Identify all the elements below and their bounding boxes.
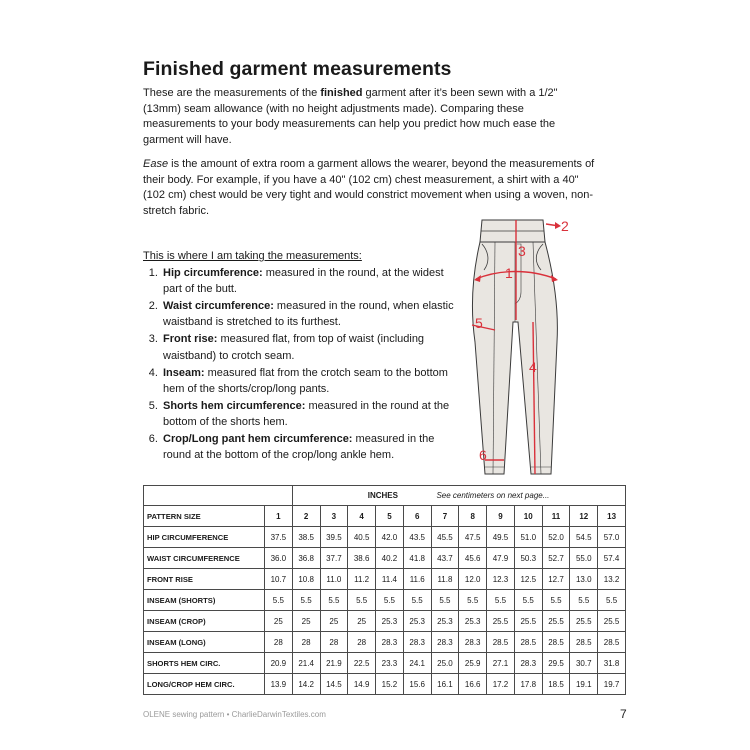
table-cell: 52.7 xyxy=(542,548,570,569)
table-cell: 5.5 xyxy=(459,590,487,611)
size-cell: 11 xyxy=(542,506,570,527)
list-item xyxy=(161,365,461,397)
table-cell: 13.2 xyxy=(598,569,626,590)
row-label: PATTERN SIZE xyxy=(144,506,265,527)
size-cell: 4 xyxy=(348,506,376,527)
list-item xyxy=(161,298,461,330)
table-cell: 11.2 xyxy=(348,569,376,590)
table-cell: 38.5 xyxy=(292,527,320,548)
measurement-name: Inseam: xyxy=(163,366,205,379)
table-cell: 28.5 xyxy=(487,632,515,653)
table-cell: 16.6 xyxy=(459,674,487,695)
table-cell: 15.2 xyxy=(376,674,404,695)
table-cell: 17.8 xyxy=(514,674,542,695)
row-label: WAIST CIRCUMFERENCE xyxy=(144,548,265,569)
table-cell: 5.5 xyxy=(348,590,376,611)
table-cell: 43.5 xyxy=(403,527,431,548)
table-header-blank xyxy=(144,486,293,506)
label-1: 1 xyxy=(505,265,513,281)
size-cell: 8 xyxy=(459,506,487,527)
table-cell: 5.5 xyxy=(292,590,320,611)
table-cell: 13.9 xyxy=(264,674,292,695)
ease-definition: is the amount of extra room a garment allows the wearer, beyond the measurements of their body. For example, if you have a 40" (102 cm) chest measurement, a shirt with a 40" (102 cm) chest would be very tight and would constrict movement when using a woven, non-stretch fabric. xyxy=(143,158,595,217)
row-label: HIP CIRCUMFERENCE xyxy=(144,527,265,548)
table-cell: 5.5 xyxy=(487,590,515,611)
table-row xyxy=(144,674,626,695)
table-cell: 49.5 xyxy=(487,527,515,548)
table-cell: 43.7 xyxy=(431,548,459,569)
table-cell: 28 xyxy=(264,632,292,653)
table-cell: 24.1 xyxy=(403,653,431,674)
size-cell: 5 xyxy=(376,506,404,527)
row-label: SHORTS HEM CIRC. xyxy=(144,653,265,674)
table-cell: 5.5 xyxy=(431,590,459,611)
table-cell: 36.8 xyxy=(292,548,320,569)
table-cell: 10.7 xyxy=(264,569,292,590)
table-cell: 47.5 xyxy=(459,527,487,548)
row-label: INSEAM (LONG) xyxy=(144,632,265,653)
size-cell: 1 xyxy=(264,506,292,527)
table-cell: 55.0 xyxy=(570,548,598,569)
table-cell: 52.0 xyxy=(542,527,570,548)
table-cell: 29.5 xyxy=(542,653,570,674)
measurement-intro: This is where I am taking the measurements: xyxy=(143,250,362,262)
intro-bold-word: finished xyxy=(320,87,363,99)
table-cell: 5.5 xyxy=(542,590,570,611)
table-cell: 28.5 xyxy=(514,632,542,653)
table-cell: 28.3 xyxy=(459,632,487,653)
table-cell: 25 xyxy=(292,611,320,632)
table-cell: 11.0 xyxy=(320,569,348,590)
table-cell: 28.5 xyxy=(570,632,598,653)
pants-diagram xyxy=(455,212,585,482)
label-2: 2 xyxy=(561,218,569,234)
table-row xyxy=(144,611,626,632)
table-cell: 16.1 xyxy=(431,674,459,695)
table-cell: 25 xyxy=(320,611,348,632)
size-cell: 12 xyxy=(570,506,598,527)
table-cell: 51.0 xyxy=(514,527,542,548)
table-cell: 25.5 xyxy=(542,611,570,632)
table-row xyxy=(144,527,626,548)
list-item xyxy=(161,331,461,363)
table-cell: 12.0 xyxy=(459,569,487,590)
measurement-table xyxy=(143,485,626,695)
measurement-name: Hip circumference: xyxy=(163,267,263,279)
list-item xyxy=(161,431,461,463)
row-label: FRONT RISE xyxy=(144,569,265,590)
table-cell: 40.5 xyxy=(348,527,376,548)
table-cell: 5.5 xyxy=(264,590,292,611)
table-cell: 42.0 xyxy=(376,527,404,548)
size-cell: 2 xyxy=(292,506,320,527)
intro-text-end: garment after it’s been sewn with a 1/2" (13mm) seam allowance (with no height adjustments made). Comparing these measurements to your body measurements can help you predict how much ease the garment will have. xyxy=(143,87,558,146)
intro-text-start: These are the measurements of the xyxy=(143,87,321,99)
table-cell: 12.5 xyxy=(514,569,542,590)
table-cell: 28 xyxy=(292,632,320,653)
row-label: LONG/CROP HEM CIRC. xyxy=(144,674,265,695)
table-cell: 25.5 xyxy=(514,611,542,632)
table-cell: 31.8 xyxy=(598,653,626,674)
table-cell: 25.3 xyxy=(376,611,404,632)
table-cell: 5.5 xyxy=(570,590,598,611)
label-5: 5 xyxy=(475,315,483,331)
table-cell: 45.6 xyxy=(459,548,487,569)
table-cell: 21.9 xyxy=(320,653,348,674)
table-cell: 25.0 xyxy=(431,653,459,674)
table-cell: 12.7 xyxy=(542,569,570,590)
measurement-desc: measured flat from the crotch seam to the bottom hem of the shorts/crop/long pants. xyxy=(163,366,448,395)
table-cell: 28.3 xyxy=(376,632,404,653)
table-cell: 17.2 xyxy=(487,674,515,695)
table-cell: 36.0 xyxy=(264,548,292,569)
measurement-desc: measured in the round, when elastic waistband is stretched to its furthest. xyxy=(163,300,454,329)
table-row xyxy=(144,653,626,674)
table-cell: 39.5 xyxy=(320,527,348,548)
table-cell: 23.3 xyxy=(376,653,404,674)
table-cell: 14.9 xyxy=(348,674,376,695)
measurement-name: Shorts hem circumference: xyxy=(163,399,306,412)
table-cell: 21.4 xyxy=(292,653,320,674)
size-cell: 13 xyxy=(598,506,626,527)
table-cell: 25.3 xyxy=(459,611,487,632)
table-cell: 47.9 xyxy=(487,548,515,569)
table-cell: 10.8 xyxy=(292,569,320,590)
table-cell: 12.3 xyxy=(487,569,515,590)
table-cell: 14.5 xyxy=(320,674,348,695)
table-cell: 22.5 xyxy=(348,653,376,674)
table-cell: 57.4 xyxy=(598,548,626,569)
table-cell: 28.5 xyxy=(542,632,570,653)
table-cell: 57.0 xyxy=(598,527,626,548)
label-4: 4 xyxy=(529,359,537,375)
page-title: Finished garment measurements xyxy=(143,58,452,80)
table-cell: 30.7 xyxy=(570,653,598,674)
ease-term: Ease xyxy=(143,158,169,170)
size-cell: 10 xyxy=(514,506,542,527)
measurement-desc: measured in the round at the bottom of the shorts hem. xyxy=(163,399,450,429)
measurement-desc: measured flat, from top of waist (including waistband) to crotch seam. xyxy=(163,333,425,362)
table-cell: 25.3 xyxy=(431,611,459,632)
table-title-cell xyxy=(292,486,625,506)
row-label: INSEAM (SHORTS) xyxy=(144,590,265,611)
list-item xyxy=(161,398,461,430)
table-cell: 5.5 xyxy=(514,590,542,611)
ease-paragraph xyxy=(143,157,598,219)
table-cell: 5.5 xyxy=(403,590,431,611)
table-cell: 11.4 xyxy=(376,569,404,590)
table-cell: 25.3 xyxy=(403,611,431,632)
table-cell: 11.8 xyxy=(431,569,459,590)
table-cell: 40.2 xyxy=(376,548,404,569)
list-item xyxy=(161,265,461,297)
table-cell: 25 xyxy=(348,611,376,632)
table-cell: 25 xyxy=(264,611,292,632)
table-cell: 13.0 xyxy=(570,569,598,590)
table-cell: 37.7 xyxy=(320,548,348,569)
table-cell: 28.3 xyxy=(403,632,431,653)
table-cell: 14.2 xyxy=(292,674,320,695)
table-row xyxy=(144,632,626,653)
table-cell: 25.5 xyxy=(487,611,515,632)
measurement-list xyxy=(143,265,461,464)
table-cell: 37.5 xyxy=(264,527,292,548)
table-header-row xyxy=(144,486,626,506)
table-cell: 41.8 xyxy=(403,548,431,569)
size-cell: 9 xyxy=(487,506,515,527)
intro-paragraph xyxy=(143,86,598,148)
table-cell: 27.1 xyxy=(487,653,515,674)
table-body xyxy=(144,527,626,695)
page-number: 7 xyxy=(620,707,627,721)
table-cell: 28.5 xyxy=(598,632,626,653)
table-cell: 11.6 xyxy=(403,569,431,590)
inches-title: INCHES xyxy=(367,491,398,500)
measurement-name: Crop/Long pant hem circumference: xyxy=(163,433,353,446)
table-cell: 38.6 xyxy=(348,548,376,569)
table-cell: 19.1 xyxy=(570,674,598,695)
table-row xyxy=(144,506,626,527)
row-label: INSEAM (CROP) xyxy=(144,611,265,632)
table-cell: 5.5 xyxy=(598,590,626,611)
hip-arrowhead-right xyxy=(551,275,558,282)
label-6: 6 xyxy=(479,447,487,463)
table-cell: 25.5 xyxy=(598,611,626,632)
measurement-name: Waist circumference: xyxy=(163,300,274,313)
label-3: 3 xyxy=(518,243,526,259)
table-cell: 15.6 xyxy=(403,674,431,695)
table-cell: 5.5 xyxy=(320,590,348,611)
table-cell: 28.3 xyxy=(431,632,459,653)
table-cell: 28.3 xyxy=(514,653,542,674)
table-cell: 20.9 xyxy=(264,653,292,674)
size-cell: 3 xyxy=(320,506,348,527)
table-cell: 25.9 xyxy=(459,653,487,674)
table-cell: 25.5 xyxy=(570,611,598,632)
measurement-desc: measured in the round at the bottom of the crop/long ankle hem. xyxy=(163,433,435,462)
table-cell: 28 xyxy=(320,632,348,653)
table-cell: 50.3 xyxy=(514,548,542,569)
table-cell: 19.7 xyxy=(598,674,626,695)
see-centimeters-note: See centimeters on next page... xyxy=(436,491,550,500)
page-footer: OLENE sewing pattern • CharlieDarwinTextiles.com xyxy=(143,710,326,719)
size-cell: 7 xyxy=(431,506,459,527)
table-cell: 54.5 xyxy=(570,527,598,548)
measurement-name: Front rise: xyxy=(163,333,218,346)
table-cell: 45.5 xyxy=(431,527,459,548)
measurement-desc: measured in the round, at the widest part of the butt. xyxy=(163,267,444,296)
size-cell: 6 xyxy=(403,506,431,527)
table-cell: 18.5 xyxy=(542,674,570,695)
table-cell: 5.5 xyxy=(376,590,404,611)
table-row xyxy=(144,548,626,569)
table-cell: 28 xyxy=(348,632,376,653)
table-row xyxy=(144,569,626,590)
table-row xyxy=(144,590,626,611)
